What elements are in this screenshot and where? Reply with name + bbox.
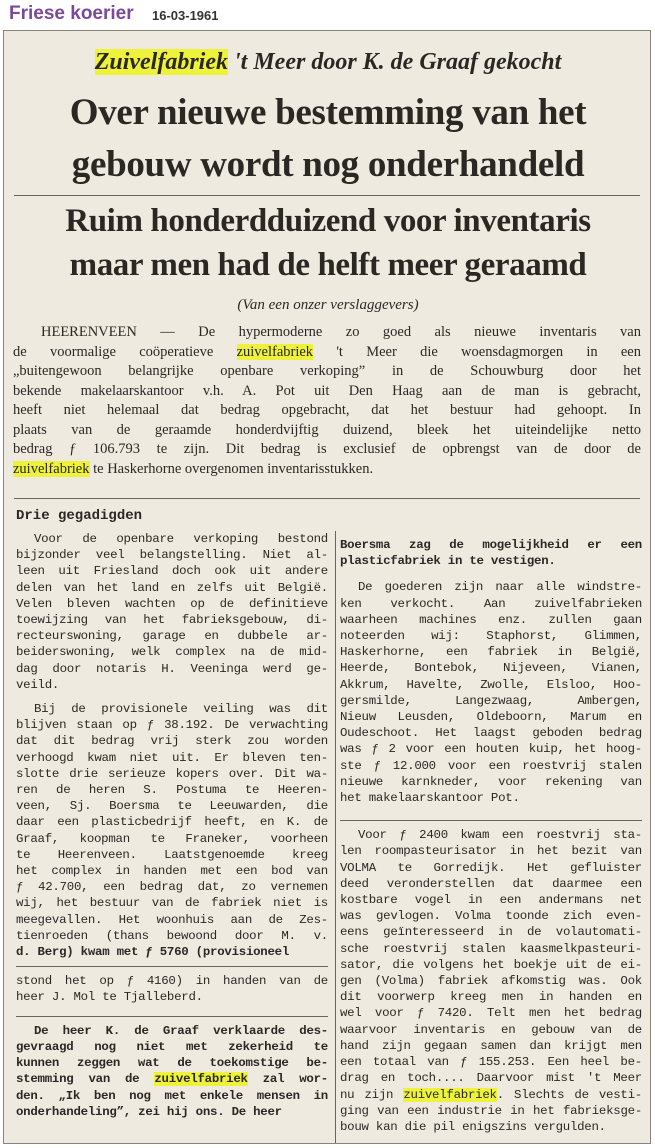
column-text: ken verkocht. Aan zuivelfabrieken [340, 596, 642, 611]
column-text: d. Berg) kwam met ƒ 5760 (provisioneel [16, 945, 290, 960]
column-line [340, 579, 642, 595]
column-text: het complex in handen met een bod van [16, 864, 328, 879]
column-line [16, 989, 328, 1005]
column-text: wij, het bestuur van de fabriek niet is [16, 896, 328, 911]
column-line [16, 973, 328, 989]
column-divider [335, 531, 336, 1143]
column-line [340, 677, 642, 693]
column-text: Bij de provisionele veiling was dit [34, 702, 328, 717]
column-paragraph [340, 579, 642, 806]
column-line [340, 693, 642, 709]
kicker-rest: 't Meer door K. de Graaf gekocht [228, 49, 562, 75]
column-line [340, 1070, 642, 1086]
column-line [16, 717, 328, 733]
column-line [16, 661, 328, 677]
column-text: noteerden wij: Staphorst, Glimmen, [340, 629, 642, 644]
column-text: Haskerhorne, een fabriek in België, [340, 645, 642, 660]
main-headline [4, 87, 651, 191]
lead-text: de voormalige coöperatieve [13, 343, 237, 360]
column-line [16, 798, 328, 814]
column-line [340, 1038, 642, 1054]
column-text: bouw kan die pil enigszins vergulden. [340, 1119, 606, 1134]
column-text: daar een plasticbedrijf heeft, en K. de [16, 815, 328, 830]
column-text: verhoogd kwam niet uit. Er bleven ten- [16, 750, 328, 765]
newspaper-name: Friese koerier [9, 3, 134, 24]
column-line [340, 941, 642, 957]
column-text: veen, Sj. Boersma te Leeuwarden, die [16, 799, 328, 814]
column-paragraph [340, 537, 642, 569]
column-paragraph [16, 1016, 328, 1120]
column-line [340, 860, 642, 876]
column-line [340, 537, 642, 553]
column-line [16, 580, 328, 596]
highlight-word: zuivelfabriek [154, 1072, 248, 1087]
lead-text: „buitengewoon belangrijke openbare verkoping” in de Schouwburg door het [13, 363, 641, 379]
column-text: was gevlogen. Volma toonde zich even- [340, 909, 642, 924]
lead-text: te Haskerhorne overgenomen inventarisstukken. [89, 460, 374, 477]
column-line [16, 1071, 328, 1087]
column-text: nu zijn [340, 1087, 404, 1102]
column-line [16, 814, 328, 830]
column-text: dat dit bedrag vrij sterk zou worden [16, 734, 328, 749]
column-text: stemming van de [16, 1072, 155, 1087]
column-line [340, 612, 642, 628]
column-line [16, 596, 328, 612]
subheadline-line-2: maar men had de helft meer geraamd [69, 247, 587, 283]
column-text: dag door notaris H. Veeninga werd ge- [16, 661, 328, 676]
highlight-word: zuivelfabriek [236, 343, 314, 360]
column-line [340, 774, 642, 790]
lead-line [13, 460, 641, 480]
column-line [16, 944, 328, 960]
column-line [340, 1005, 642, 1021]
column-line [16, 928, 328, 944]
column-text: slotte drie serieuze kopers over. Dit wa- [16, 766, 328, 781]
column-text: gersmilde, Langezwaag, Ambergen, [340, 693, 642, 708]
column-text: te Heerenveen. Laatstgenoemde kreeg [16, 847, 328, 862]
column-text: Voor de openbare verkoping bestond [34, 532, 328, 546]
lead-line [13, 421, 641, 441]
sub-headline [4, 199, 651, 287]
column-line [340, 957, 642, 973]
column-text: waarheen machines enz. zullen gaan [340, 612, 642, 627]
lead-text: heeft niet helemaal dat bedrag opgebracht, dat het bestuur had gehoopt. In [13, 402, 641, 418]
column-line [340, 876, 642, 892]
byline: (Van een onzer verslaggevers) [237, 297, 419, 313]
column-paragraph [16, 701, 328, 960]
column-line [16, 628, 328, 644]
column-text: De heer K. de Graaf verklaarde des- [34, 1023, 328, 1038]
column-text: VOLMA te Gorredijk. Het gefluister [340, 860, 642, 875]
lead-line [13, 343, 641, 363]
section-subhead: Drie gegadigden [16, 508, 143, 524]
column-text: hand zijn gegaan samen dan krijgt men [340, 1038, 642, 1053]
lead-text: HEERENVEEN — De hypermoderne zo goed als nieuwe inventaris van [41, 324, 641, 340]
column-line [340, 1022, 642, 1038]
column-line [340, 596, 642, 612]
column-paragraph [340, 820, 642, 1135]
column-line [340, 1119, 642, 1135]
column-line [340, 924, 642, 940]
headline-rule [14, 195, 640, 196]
lead-line [13, 362, 641, 382]
column-line [16, 847, 328, 863]
column-line [16, 1088, 328, 1104]
column-text: toewijzing van het fabrieksgebouw, di- [16, 613, 328, 628]
column-text: Akkrum, Havelte, Zwolle, Elsloo, Hoo- [340, 677, 642, 692]
column-text: wel voor ƒ 7420. Telt men het bedrag [340, 1006, 642, 1021]
lead-text: bedrag ƒ 106.793 te zijn. Dit bedrag is exclusief de opbrengst van de door de [13, 441, 641, 457]
lead-line [13, 323, 641, 343]
headline-line-2: gebouw wordt nog onderhandeld [71, 144, 585, 185]
column-text: waarvoor inventaris en gebouw van de [340, 1022, 642, 1037]
column-text: gen (Volma) fabriek afkomstig was. Ook [340, 974, 642, 989]
column-text: eens geïnteresseerd in de volautomati- [340, 925, 642, 940]
column-line [16, 1023, 328, 1039]
column-text: Voor ƒ 2400 kwam een roestvrij sta- [358, 828, 642, 843]
column-line [16, 766, 328, 782]
column-line [340, 725, 642, 741]
column-text: De goederen zijn naar alle windstre- [358, 580, 642, 595]
column-paragraph [16, 966, 328, 1005]
column-line [16, 677, 328, 693]
column-text: meegevallen. Het woonhuis aan de Zes- [16, 912, 328, 927]
column-line [340, 660, 642, 676]
column-line [340, 790, 642, 806]
column-line [16, 1055, 328, 1071]
column-text: Oudeschoot. Het laagst geboden bedrag [340, 726, 642, 741]
column-text: Nieuw Leusden, Oldeboorn, Marum en [340, 710, 642, 725]
highlight-word: zuivelfabriek [403, 1087, 497, 1102]
column-text: Velen bleven wachten op de definitieve [16, 596, 328, 611]
column-text: ging van een industrie in het fabrieksge- [340, 1103, 642, 1118]
lead-text: plaats van de geraamde honderdvijftig duizend, bleek het uiteindelijke netto [13, 421, 641, 438]
kicker-line [4, 49, 651, 76]
publication-date: 16-03-1961 [152, 8, 219, 23]
column-line [340, 758, 642, 774]
lead-rule [14, 498, 640, 499]
column-line [16, 912, 328, 928]
column-line [340, 741, 642, 757]
column-line [16, 547, 328, 563]
column-text: bijzonder veel belangstelling. Niet al- [16, 548, 328, 563]
highlight-word: zuivelfabriek [13, 460, 90, 477]
column-line [340, 553, 642, 569]
column-text: zal wor- [247, 1072, 328, 1087]
column-line [16, 863, 328, 879]
column-text: drag en toch.... Daarvoor mist 't Meer [340, 1071, 642, 1086]
column-text: het makelaarskantoor Pot. [340, 791, 520, 806]
column-line [340, 644, 642, 660]
lead-text: bekende makelaarskantoor v.h. A. Pot uit Den Haag aan de man is gebracht, [13, 382, 641, 399]
column-text: was ƒ 2 voor een houten kuip, het hoog- [340, 742, 642, 757]
column-line [340, 709, 642, 725]
headline-line-1: Over nieuwe bestemming van het [69, 92, 587, 133]
column-line [16, 531, 328, 547]
column-line [340, 827, 642, 843]
column-text: leen uit Friesland doch ook uit andere [16, 564, 328, 579]
source-header [0, 0, 655, 30]
column-text: Boersma zag de mogelijkheid er een [340, 538, 642, 552]
column-text: . Slechts de vesti- [496, 1087, 642, 1102]
column-paragraph [16, 531, 328, 693]
subheadline-line-1: Ruim honderdduizend voor inventaris [65, 203, 591, 239]
column-text: dit voorwerp kreeg men in handen en [340, 990, 642, 1005]
column-text: stond het op ƒ 4160) in handen van de [16, 974, 328, 989]
kicker-highlight: Zuivelfabriek [94, 49, 228, 75]
column-line [16, 733, 328, 749]
column-text: heer J. Mol te Tjalleberd. [16, 990, 203, 1005]
column-line [16, 563, 328, 579]
column-text: Graaf, koopman te Franeker, voorheen [16, 831, 328, 846]
column-text: ste ƒ 12.000 voor een roestvrij stalen [340, 758, 642, 773]
lead-paragraph [13, 323, 641, 479]
lead-line [13, 382, 641, 402]
column-line [16, 1039, 328, 1055]
lead-line [13, 440, 641, 460]
column-text: den. „Ik ben nog met enkele mensen in [16, 1088, 328, 1103]
column-line [340, 908, 642, 924]
column-line [16, 1104, 328, 1120]
column-line [340, 973, 642, 989]
lead-line [13, 401, 641, 421]
column-text: sche roestvrij stalen kaasmelkpasteuri- [340, 941, 642, 956]
column-line [340, 843, 642, 859]
column-text: ren de heren S. Postuma te Heeren- [16, 783, 328, 798]
column-text: gevraagd nog niet met zekerheid te [16, 1039, 328, 1054]
column-line [340, 1054, 642, 1070]
column-line [16, 644, 328, 660]
column-text: onderhandeling”, zei hij ons. De heer [16, 1104, 282, 1119]
column-text: Heerde, Bontebok, Nijeveen, Vianen, [340, 661, 642, 676]
column-text: veild. [16, 677, 60, 692]
column-line [340, 628, 642, 644]
column-text: delen van het land en zelfs uit België. [16, 580, 328, 595]
right-column [340, 537, 642, 1135]
column-line [16, 701, 328, 717]
column-text: kostbare vogel in een andermans net [340, 893, 642, 908]
lead-text: 't Meer die woensdagmorgen in een [313, 343, 641, 360]
column-text: sator, die volgens het boekje uit de ei- [340, 957, 642, 972]
column-text: len roompasteurisator in het bezit van [340, 844, 642, 859]
column-text: deed veronderstellen dat daarmee een [340, 876, 642, 891]
column-line [16, 782, 328, 798]
column-line [16, 895, 328, 911]
column-text: ƒ 42.700, een bedrag dat, zo vernemen [16, 880, 328, 895]
column-text: tienroeden (thans bewoond door M. v. [16, 928, 328, 943]
column-text: blijven staan op ƒ 38.192. De verwachting [16, 718, 328, 733]
column-line [340, 989, 642, 1005]
column-line [16, 750, 328, 766]
left-column [16, 531, 328, 1120]
column-line [16, 879, 328, 895]
column-line [340, 1103, 642, 1119]
column-text: nieuwe karnkneder, voor rekening van [340, 774, 642, 789]
column-text: een totaal van ƒ 155.253. Een heel be- [340, 1055, 642, 1070]
column-text: kunnen zeggen wat de toekomstige be- [16, 1056, 328, 1071]
column-text: beiderswoning, welk complex na de mid- [16, 645, 328, 660]
column-line [16, 831, 328, 847]
column-line [16, 612, 328, 628]
newspaper-clipping [3, 30, 651, 1144]
column-text: recteurswoning, garage en dubbele ar- [16, 629, 328, 644]
column-line [340, 892, 642, 908]
column-line [340, 1087, 642, 1103]
column-text: plasticfabriek in te vestigen. [340, 554, 556, 569]
